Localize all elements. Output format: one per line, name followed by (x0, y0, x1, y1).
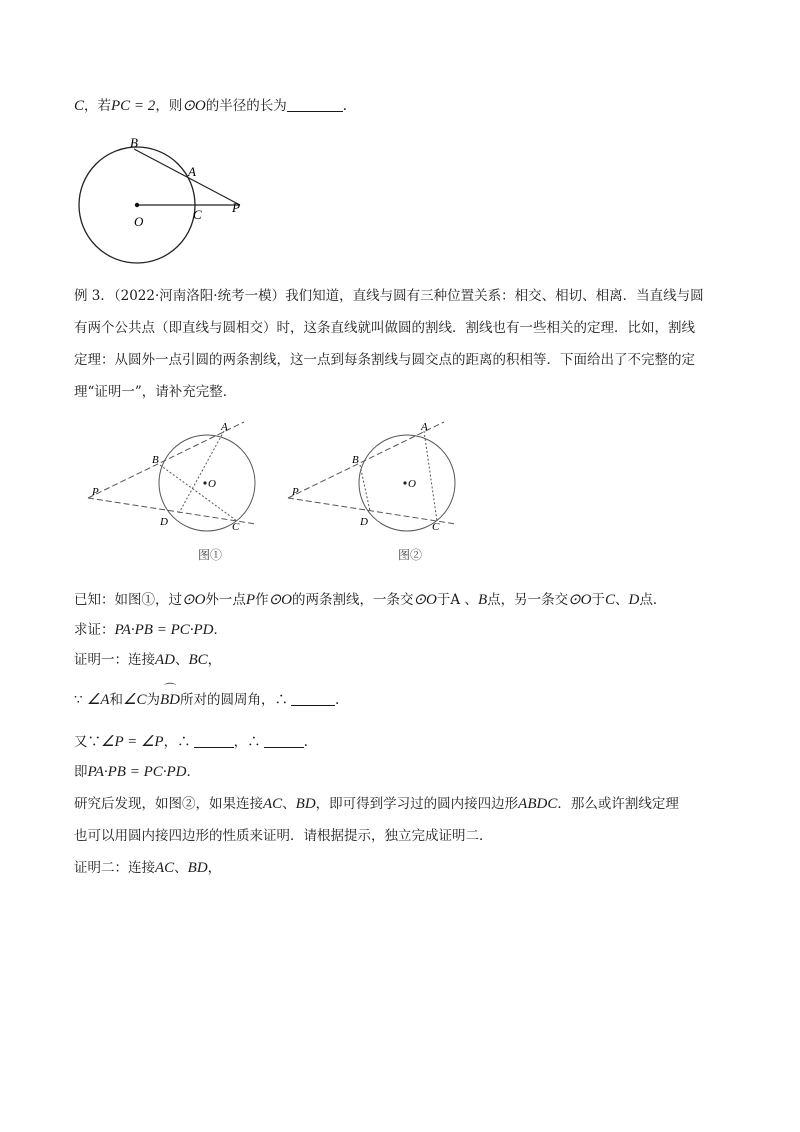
text: 研究后发现，如图②，如果连接 (74, 796, 263, 812)
text: ．那么或许割线定理 (557, 796, 679, 812)
math: AC (263, 796, 283, 812)
chord-bd (360, 465, 370, 511)
text: 作 (255, 592, 269, 608)
label-o: O (134, 214, 144, 229)
prove-line (74, 620, 227, 640)
math: ⊙O (182, 592, 206, 608)
text: 即 (74, 764, 88, 780)
text: 点． (639, 592, 667, 608)
text: ∵ (87, 734, 101, 750)
label-d: D (160, 516, 168, 528)
proof1-line (74, 650, 221, 670)
math: BD (187, 860, 208, 876)
chord-ad (179, 431, 224, 513)
arc-bd (159, 682, 180, 710)
math: B (477, 592, 488, 608)
again-line (74, 732, 308, 752)
text: 、 (282, 796, 296, 812)
ie-line (74, 762, 200, 782)
label-a: A (421, 421, 428, 433)
text: 和 (109, 692, 124, 708)
text: 、 (615, 592, 629, 608)
text: 证明一：连接 (74, 652, 155, 668)
label-b: B (152, 454, 159, 466)
label-b: B (352, 454, 359, 466)
label-c: C (432, 521, 440, 533)
secant-pdc (288, 498, 456, 524)
var-c: C (74, 98, 85, 114)
text: 所对的圆周角， (179, 692, 275, 708)
answer-blank[interactable] (194, 733, 234, 748)
caption-fig2: 图② (398, 548, 423, 562)
text: 、 (174, 860, 188, 876)
example3-line2: 有两个公共点（即直线与圆相交）时，这条直线就叫做圆的割线．割线也有一些相关的定理．比如，割线 (74, 320, 695, 336)
math-circle-o: ⊙O (182, 98, 206, 114)
text: 外一点 (205, 592, 246, 608)
text: 求证： (74, 622, 115, 638)
label-a: A (188, 164, 196, 179)
label-o: O (408, 478, 416, 490)
text: 于 (591, 592, 606, 608)
figure-2 (284, 418, 474, 538)
text: ， (207, 860, 222, 876)
label-p: P (292, 486, 299, 498)
answer-blank[interactable] (287, 97, 343, 112)
center-dot (203, 481, 206, 484)
label-a: A (221, 421, 228, 433)
given-line (74, 590, 666, 610)
math: ∠C (123, 692, 147, 708)
example3-line4: 理“证明一”，请补充完整． (74, 384, 237, 400)
math: ABDC (518, 796, 558, 812)
text: ，则 (155, 98, 183, 114)
center-dot (135, 203, 139, 207)
label-c: C (193, 207, 202, 222)
because-line (74, 682, 340, 710)
text: ，即可得到学习过的圆内接四边形 (315, 796, 519, 812)
text: ，若 (84, 98, 112, 114)
answer-blank[interactable] (264, 733, 304, 748)
text: ∵ (74, 692, 83, 708)
label-p: P (92, 486, 99, 498)
arc-mark: ⌒ (163, 682, 176, 696)
text: ， (163, 734, 178, 750)
example3-line3: 定理：从圆外一点引圆的两条割线，这一点到每条割线与圆交点的距离的积相等．下面给出了不完整的定 (74, 352, 695, 368)
text: . (342, 98, 348, 114)
secant-pba (288, 422, 444, 498)
math: BD (159, 692, 180, 708)
math-pc: PC = 2 (111, 98, 156, 114)
label-o: O (208, 478, 216, 490)
research-line2: 也可以用圆内接四边形的性质来证明．请根据提示，独立完成证明二． (74, 828, 493, 844)
answer-blank[interactable] (291, 691, 335, 706)
chord-bc (160, 465, 237, 521)
secant-pdc (88, 498, 256, 524)
text: ∴ (247, 734, 261, 750)
math: ∠P = ∠P (101, 734, 164, 750)
text: 又 (74, 734, 88, 750)
math: AD (155, 652, 175, 668)
text: . (303, 734, 308, 750)
text: ∴ (177, 734, 191, 750)
text: ∴ (274, 692, 288, 708)
text: 已知：如图①，过 (74, 592, 182, 608)
caption-fig1: 图① (198, 548, 223, 562)
math: AC (155, 860, 175, 876)
figure-1 (84, 418, 274, 538)
label-d: D (360, 516, 368, 528)
label-b: B (130, 135, 138, 150)
research-line1 (74, 794, 679, 814)
text: ． (186, 764, 201, 780)
math: PA·PB = PC·PD (87, 764, 187, 780)
math: C (605, 592, 616, 608)
question-tail-line (74, 96, 347, 116)
text: 为 (146, 692, 160, 708)
label-c: C (232, 521, 240, 533)
example3-line1: 例 3．（2022·河南洛阳·统考一模）我们知道，直线与圆有三种位置关系：相交、相切、相离．当直线与圆 (74, 288, 704, 304)
math: ⊙O (268, 592, 292, 608)
math: P (245, 592, 256, 608)
text: 、 (175, 652, 189, 668)
secant-pba (88, 422, 244, 498)
math: PA·PB = PC·PD (114, 622, 214, 638)
figure-circle-secant (70, 130, 270, 265)
text: 于A 、 (436, 592, 478, 608)
text: 的两条割线，一条交 (291, 592, 414, 608)
text: . (334, 692, 340, 708)
center-dot (403, 481, 406, 484)
math: BC (188, 652, 208, 668)
label-p: P (232, 200, 240, 215)
math: ⊙O (413, 592, 437, 608)
proof2-line (74, 858, 221, 878)
math: ∠A (86, 692, 110, 708)
text: 证明二：连接 (74, 860, 155, 876)
text: ， (207, 652, 222, 668)
math: D (628, 592, 640, 608)
math: ⊙O (568, 592, 592, 608)
text: ， (233, 734, 248, 750)
text: 的半径的长为 (205, 98, 287, 114)
segment-bp (134, 149, 240, 205)
text: 点，另一条交 (487, 592, 569, 608)
text: ． (213, 622, 228, 638)
math: BD (295, 796, 316, 812)
